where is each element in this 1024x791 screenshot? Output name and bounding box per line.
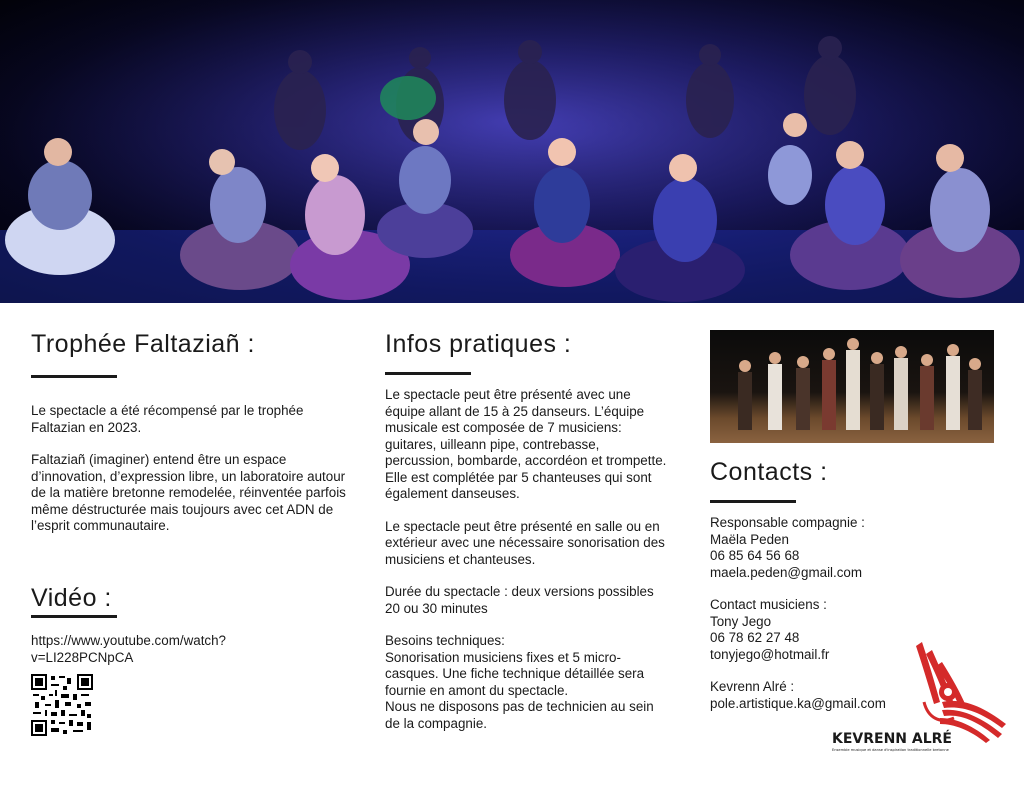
- contact-role: Contact musiciens :: [710, 597, 827, 612]
- contacts-heading: Contacts :: [710, 458, 828, 486]
- contact-email[interactable]: tonyjego@hotmail.fr: [710, 646, 830, 662]
- hero-stage-photo: [0, 0, 1024, 303]
- trophee-paragraph-1: Le spectacle a été récompensé par le trophée Faltazian en 2023.: [31, 403, 304, 435]
- infos-paragraph-2: Le spectacle peut être présenté en salle ou en extérieur avec une nécessaire sonorisation des musiciens et chanteuses.: [385, 518, 665, 567]
- video-url-line-2: v=LI228PCNpCA: [31, 649, 134, 665]
- qr-code: [31, 674, 93, 736]
- infos-paragraph-4: Besoins techniques: Sonorisation musiciens fixes et 5 micro-casques. Une fiche technique détaillée sera fournie en amont du spectacle. Nous ne disposons pas de technicien au sein de la compagnie.: [385, 633, 654, 731]
- dancers-photo: [710, 330, 994, 443]
- dancers-illustration: [710, 330, 994, 443]
- contact-email[interactable]: maela.peden@gmail.com: [710, 564, 863, 580]
- trophee-section: [31, 330, 351, 535]
- trophee-paragraph-2: Faltaziañ (imaginer) entend être un espace d’innovation, d’expression libre, un laboratoire autour de la matière bretonne remodelée, réinventée parfois même déstructurée mais toujours avec cet ADN de l’esprit communautaire.: [31, 452, 346, 533]
- infos-paragraph-3: Durée du spectacle : deux versions possibles 20 ou 30 minutes: [385, 584, 654, 616]
- infos-section: [385, 330, 670, 732]
- contact-name: Tony Jego: [710, 613, 772, 629]
- kevrenn-alre-logo: [830, 640, 1010, 755]
- contact-block-company: [710, 515, 940, 581]
- video-url-line-1: https://www.youtube.com/watch?: [31, 633, 227, 648]
- video-heading: Vidéo :: [31, 584, 112, 612]
- video-section: [31, 584, 351, 666]
- video-url[interactable]: [31, 633, 351, 666]
- contact-email[interactable]: pole.artistique.ka@gmail.com: [710, 695, 886, 711]
- contact-name: Maëla Peden: [710, 531, 789, 547]
- contact-phone[interactable]: 06 78 62 27 48: [710, 630, 800, 645]
- logo-tagline: Ensemble musique et danse d'inspiration traditionnelle bretonne: [832, 748, 949, 752]
- infos-paragraph-1: Le spectacle peut être présenté avec une équipe allant de 15 à 25 danseurs. L’équipe musicale est composée de 7 musiciens: guitares, uilleann pipe, contrebasse, percussion, bombarde, accordéon et trompette. Elle est complétée par 5 chanteuses qui sont également danseuses.: [385, 387, 667, 501]
- contact-role: Kevrenn Alré :: [710, 679, 795, 694]
- contact-phone[interactable]: 06 85 64 56 68: [710, 548, 800, 563]
- contact-role: Responsable compagnie :: [710, 515, 865, 530]
- infos-heading: Infos pratiques :: [385, 330, 572, 358]
- performers-illustration: [0, 0, 1024, 303]
- logo-wordmark: KEVRENN ALRÉ: [832, 731, 952, 747]
- trophee-heading: Trophée Faltaziañ :: [31, 330, 255, 358]
